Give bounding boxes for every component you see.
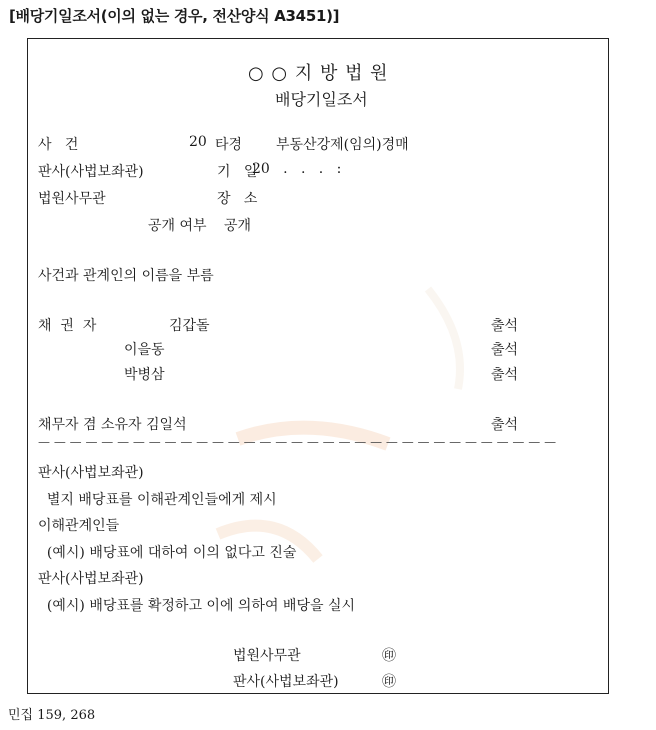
seal-mark: ㊞: [382, 648, 396, 664]
date-value: 20 . . . :: [252, 161, 342, 177]
debtor-status: 출석: [491, 417, 519, 433]
proceeding-line: (예시) 배당표를 확정하고 이에 의하여 배당을 실시: [38, 598, 356, 614]
signature-title: 법원사무관: [233, 648, 301, 664]
case-year: 20: [189, 134, 207, 150]
proceeding-line: (예시) 배당표에 대하여 이의 없다고 진술: [38, 545, 297, 561]
judge-label: 판사(사법보좌관): [38, 164, 144, 180]
creditors-label: 채 권 자: [38, 318, 97, 334]
dashed-divider: — — — — — — — — — — — — — — — — — — — — — — — — — — — — — — — — —: [38, 435, 557, 449]
place-label: 장 소: [217, 191, 258, 207]
page-header: [배당기일조서(이의 없는 경우, 전산양식 A3451)]: [9, 7, 340, 25]
creditor-name: 박병삼: [124, 367, 165, 383]
proceeding-line: 이해관계인들: [38, 518, 120, 534]
creditor-name: 김갑돌: [169, 318, 210, 334]
public-label: 공개 여부: [148, 218, 207, 234]
creditor-name: 이을동: [124, 342, 165, 358]
proceeding-line: 판사(사법보좌관): [38, 571, 144, 587]
document-title: 배당기일조서: [275, 90, 368, 109]
creditor-status: 출석: [491, 342, 519, 358]
signature-title: 판사(사법보좌관): [233, 674, 339, 690]
clerk-label: 법원사무관: [38, 191, 106, 207]
case-label: 사 건: [38, 137, 79, 153]
public-value: 공개: [224, 218, 252, 234]
date-label: 기 일: [217, 164, 258, 180]
case-type: 타경: [215, 137, 243, 153]
seal-mark: ㊞: [382, 674, 396, 690]
proceeding-line: 판사(사법보좌관): [38, 465, 144, 481]
document-form: [27, 38, 609, 694]
case-name: 부동산강제(임의)경매: [276, 137, 409, 153]
creditor-status: 출석: [491, 367, 519, 383]
court-title: ○ ○ 지 방 법 원: [248, 63, 389, 84]
proceeding-line: 별지 배당표를 이해관계인들에게 제시: [38, 492, 277, 508]
statute-reference: 민집 159, 268: [8, 708, 96, 723]
roll-call: 사건과 관계인의 이름을 부름: [38, 268, 214, 284]
creditor-status: 출석: [491, 318, 519, 334]
debtor-label: 채무자 겸 소유자 김일석: [38, 417, 187, 433]
